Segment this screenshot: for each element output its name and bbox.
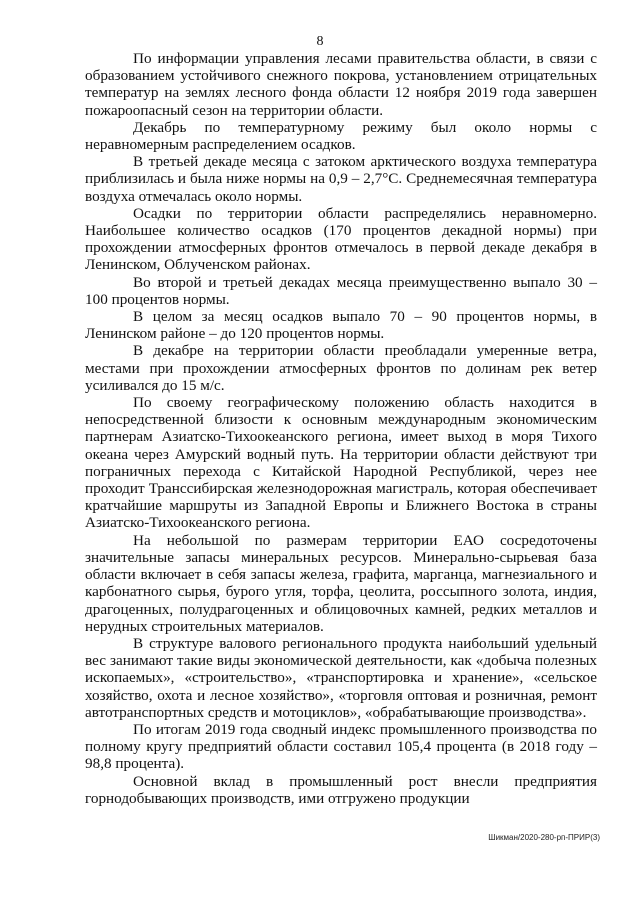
- paragraph-monthly-precipitation: В целом за месяц осадков выпало 70 – 90 процентов нормы, в Ленинском районе – до 120 процентов нормы.: [85, 308, 597, 343]
- paragraph-second-third-decade: Во второй и третьей декадах месяца преимущественно выпало 30 – 100 процентов нормы.: [85, 273, 597, 308]
- paragraph-forest-fire-season: По информации управления лесами правительства области, в связи с образованием устойчивого снежного покрова, установлением отрицательных температур на землях лесного фонда области 12 ноября 2019 года завершен пожароопасный сезон на территории области.: [85, 50, 597, 119]
- body-text: [85, 50, 597, 807]
- paragraph-winds: В декабре на территории области преобладали умеренные ветра, местами при прохождении атмосферных фронтов по долинам рек ветер усиливался до 15 м/с.: [85, 342, 597, 394]
- page-number: 8: [316, 34, 324, 49]
- paragraph-precipitation-distribution: Осадки по территории области распределялись неравномерно. Наибольшее количество осадков (170 процентов декадной нормы) при прохождении атмосферных фронтов отмечалось в первой декаде декабря в Ленинском, Облученском районах.: [85, 204, 597, 274]
- document-footer-code: Шикман/2020-280-рп-ПРИР(3): [488, 833, 600, 842]
- paragraph-geographic-position: По своему географическому положению область находится в непосредственной близости к основным международным экономическим партнерам Азиатско-Тихоокеанского региона, имеет выход в моря Тихого океана через Амурский водный путь. На территории области действуют три пограничных перехода с Китайской Народной Республикой, через нее проходит Транссибирская железнодорожная магистраль, которая обеспечивает кратчайшие маршруты из Западной Европы и Ближнего Востока в страны Азиатско-Тихоокеанского региона.: [85, 394, 597, 532]
- paragraph-december-temperature: Декабрь по температурному режиму был около нормы с неравномерным распределением осадков.: [85, 118, 597, 154]
- paragraph-grp-structure: В структуре валового регионального продукта наибольший удельный вес занимают такие виды экономической деятельности, как «добыча полезных ископаемых», «строительство», «транспортировка и хранение», «сельское хозяйство, охота и лесное хозяйство», «торговля оптовая и розничная, ремонт автотранспортных средств и мотоциклов», «обрабатывающие производства».: [85, 634, 597, 721]
- paragraph-industrial-index: По итогам 2019 года сводный индекс промышленного производства по полному кругу предприятий области составил 105,4 процента (в 2018 году – 98,8 процента).: [85, 720, 597, 773]
- paragraph-mineral-resources: На небольшой по размерам территории ЕАО сосредоточены значительные запасы минеральных ресурсов. Минерально-сырьевая база области включает в себя запасы железа, графита, марганца, магнезиального и карбонатного сырья, бурого угля, торфа, цеолита, россыпного золота, индия, драгоценных, полудрагоценных и облицовочных камней, редких металлов и нерудных строительных материалов.: [85, 531, 597, 635]
- paragraph-third-decade-temperature: В третьей декаде месяца с затоком арктического воздуха температура приблизилась и была ниже нормы на 0,9 – 2,7°С. Среднемесячная температура воздуха отмечалась около нормы.: [85, 153, 597, 205]
- paragraph-main-contribution: Основной вклад в промышленный рост внесли предприятия горнодобывающих производств, ими отгружено продукции: [85, 772, 597, 807]
